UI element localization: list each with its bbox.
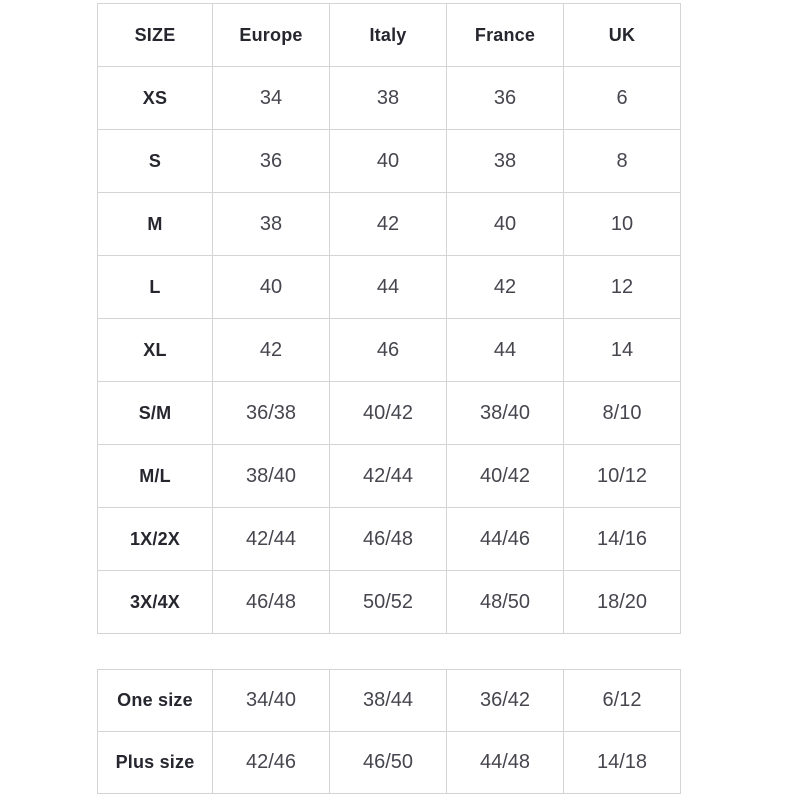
size-value-cell: 38/44 xyxy=(330,670,447,732)
size-value-cell: 34/40 xyxy=(213,670,330,732)
size-value-cell: 36 xyxy=(213,130,330,193)
size-value-cell: 46/48 xyxy=(330,508,447,571)
size-value-cell: 38 xyxy=(330,67,447,130)
table-row xyxy=(98,571,681,634)
size-value-cell: 8/10 xyxy=(564,382,681,445)
row-label-cell: XS xyxy=(98,67,213,130)
size-value-cell: 40 xyxy=(213,256,330,319)
size-value-cell: 40 xyxy=(330,130,447,193)
size-value-cell: 42/44 xyxy=(213,508,330,571)
row-label-cell: L xyxy=(98,256,213,319)
size-chart-section xyxy=(97,3,680,794)
table-row xyxy=(98,445,681,508)
row-label-cell: Plus size xyxy=(98,732,213,794)
size-value-cell: 48/50 xyxy=(447,571,564,634)
size-value-cell: 38 xyxy=(447,130,564,193)
size-value-cell: 40 xyxy=(447,193,564,256)
size-value-cell: 18/20 xyxy=(564,571,681,634)
size-value-cell: 42 xyxy=(447,256,564,319)
table-row xyxy=(98,508,681,571)
size-value-cell: 46/50 xyxy=(330,732,447,794)
row-label-cell: One size xyxy=(98,670,213,732)
size-value-cell: 46 xyxy=(330,319,447,382)
size-value-cell: 46/48 xyxy=(213,571,330,634)
tables-gap xyxy=(97,634,680,669)
size-value-cell: 42 xyxy=(330,193,447,256)
size-conversion-table xyxy=(97,3,681,634)
column-header-europe: Europe xyxy=(213,4,330,67)
table-row xyxy=(98,670,681,732)
table-row xyxy=(98,67,681,130)
column-header-italy: Italy xyxy=(330,4,447,67)
size-value-cell: 42/44 xyxy=(330,445,447,508)
column-header-uk: UK xyxy=(564,4,681,67)
size-value-cell: 40/42 xyxy=(447,445,564,508)
size-value-cell: 44 xyxy=(447,319,564,382)
size-value-cell: 14/16 xyxy=(564,508,681,571)
header-row xyxy=(98,4,681,67)
size-value-cell: 8 xyxy=(564,130,681,193)
size-value-cell: 34 xyxy=(213,67,330,130)
size-value-cell: 36/42 xyxy=(447,670,564,732)
size-value-cell: 44/46 xyxy=(447,508,564,571)
row-label-cell: XL xyxy=(98,319,213,382)
row-label-cell: 3X/4X xyxy=(98,571,213,634)
size-value-cell: 10 xyxy=(564,193,681,256)
table-row xyxy=(98,732,681,794)
size-value-cell: 36 xyxy=(447,67,564,130)
special-sizes-table xyxy=(97,669,681,794)
size-value-cell: 42 xyxy=(213,319,330,382)
size-value-cell: 14/18 xyxy=(564,732,681,794)
row-label-cell: M xyxy=(98,193,213,256)
row-label-cell: S/M xyxy=(98,382,213,445)
size-value-cell: 38/40 xyxy=(447,382,564,445)
table-row xyxy=(98,319,681,382)
table-row xyxy=(98,130,681,193)
size-value-cell: 40/42 xyxy=(330,382,447,445)
size-value-cell: 6 xyxy=(564,67,681,130)
size-value-cell: 38/40 xyxy=(213,445,330,508)
table-row xyxy=(98,193,681,256)
size-value-cell: 38 xyxy=(213,193,330,256)
row-label-cell: 1X/2X xyxy=(98,508,213,571)
size-value-cell: 50/52 xyxy=(330,571,447,634)
size-value-cell: 36/38 xyxy=(213,382,330,445)
row-label-cell: M/L xyxy=(98,445,213,508)
size-value-cell: 44 xyxy=(330,256,447,319)
table-row xyxy=(98,382,681,445)
table-row xyxy=(98,256,681,319)
size-value-cell: 44/48 xyxy=(447,732,564,794)
size-value-cell: 14 xyxy=(564,319,681,382)
column-header-size: SIZE xyxy=(98,4,213,67)
size-value-cell: 6/12 xyxy=(564,670,681,732)
size-value-cell: 12 xyxy=(564,256,681,319)
size-value-cell: 10/12 xyxy=(564,445,681,508)
column-header-france: France xyxy=(447,4,564,67)
size-value-cell: 42/46 xyxy=(213,732,330,794)
row-label-cell: S xyxy=(98,130,213,193)
